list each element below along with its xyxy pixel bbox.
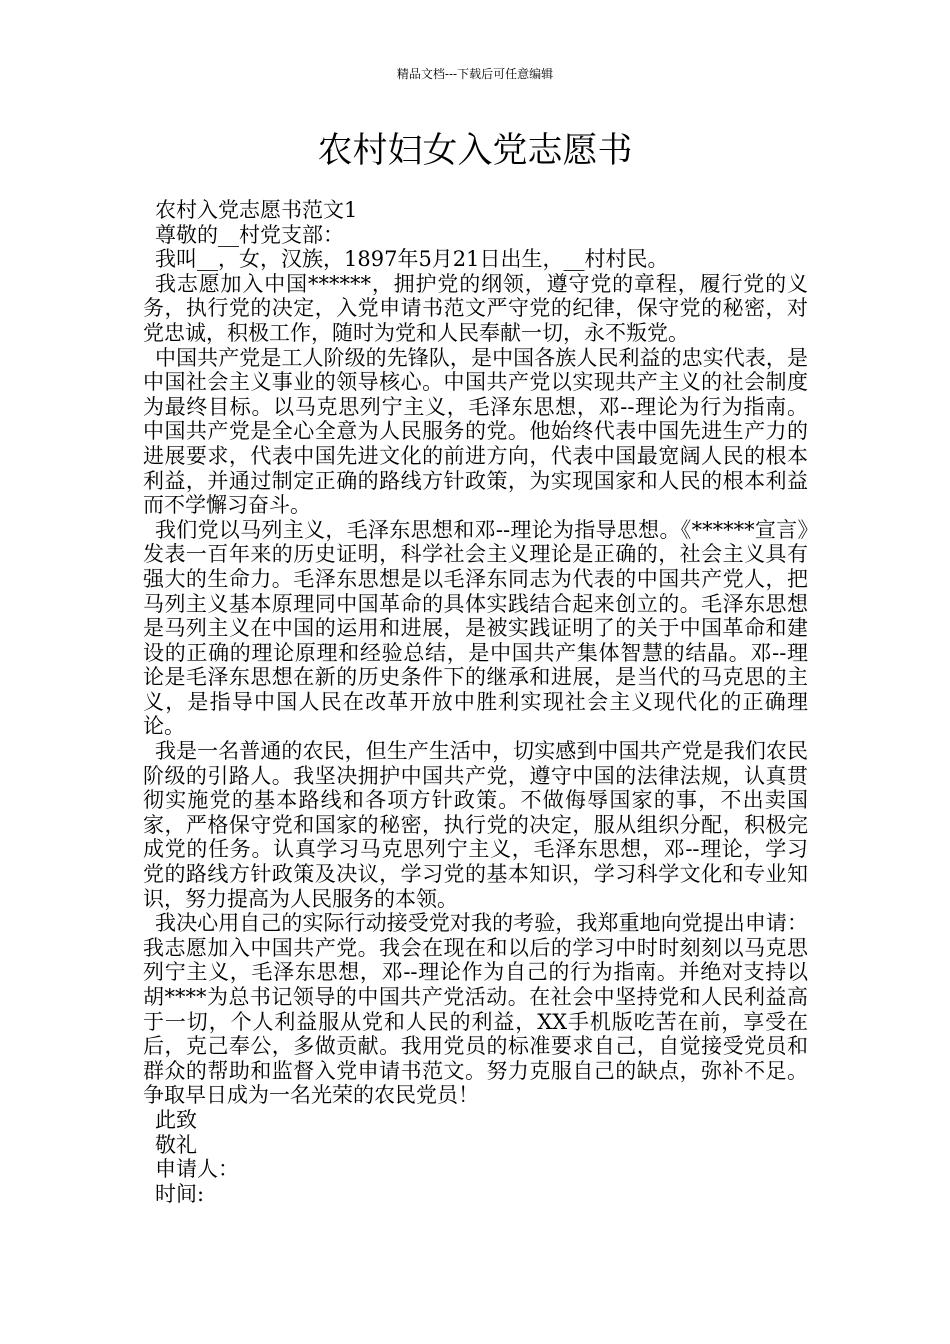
salutation: 尊敬的__村党支部： — [155, 222, 344, 247]
closing-line-2: 敬礼 — [155, 1132, 197, 1157]
paragraph-5: 我决心用自己的实际行动接受党对我的考验，我郑重地向党提出申请：我志愿加入中国共产党。我会在现在和以后的学习中时时刻刻以马克思列宁主义，毛泽东思想，邓--理论作为自己的行为指南。并绝对支持以胡****为总书记领导的中国共产党活动。在社会中坚持党和人民利益高于一切，个人利益服从党和人民的利益，XX手机版吃苦在前，享受在后，克己奉公，多做贡献。我用党员的标准要求自己，自觉接受党员和群众的帮助和监督入党申请书范文。努力克服自己的缺点，弥补不足。争取早日成为一名光荣的农民党员！ — [143, 911, 808, 1108]
paragraph-1: 我志愿加入中国******，拥护党的纲领，遵守党的章程，履行党的义务，执行党的决定，入党申请书范文严守党的纪律，保守党的秘密，对党忠诚，积极工作，随时为党和人民奉献一切，永不叛党。 — [143, 271, 808, 345]
paragraph-3: 我们党以马列主义，毛泽东思想和邓--理论为指导思想。《******宣言》发表一百年来的历史证明，科学社会主义理论是正确的，社会主义具有强大的生命力。毛泽东思想是以毛泽东同志为代表的中国共产党人，把马列主义基本原理同中国革命的具体实践结合起来创立的。毛泽东思想是马列主义在中国的运用和进展，是被实践证明了的关于中国革命和建设的正确的理论原理和经验总结，是中国共产集体智慧的结晶。邓--理论是毛泽东思想在新的历史条件下的继承和进展，是当代的马克思的主义，是指导中国人民在改革开放中胜利实现社会主义现代化的正确理论。 — [143, 517, 808, 739]
closing-line-1: 此致 — [155, 1107, 197, 1132]
document-title: 农村妇女入党志愿书 — [317, 131, 633, 171]
applicant-label: 申请人： — [155, 1157, 239, 1182]
sample-heading: 农村入党志愿书范文1 — [155, 198, 358, 222]
intro-line: 我叫__，女，汉族，1897年5月21日出生，__村村民。 — [155, 247, 669, 272]
date-label: 时间: — [155, 1181, 205, 1206]
document-body — [143, 198, 808, 1206]
paragraph-2: 中国共产党是工人阶级的先锋队，是中国各族人民利益的忠实代表，是中国社会主义事业的领导核心。中国共产党以实现共产主义的社会制度为最终目标。以马克思列宁主义，毛泽东思想，邓--理论为行为指南。中国共产党是全心全意为人民服务的党。他始终代表中国先进生产力的进展要求，代表中国先进文化的前进方向，代表中国最宽阔人民的根本利益，并通过制定正确的路线方针政策，为实现国家和人民的根本利益而不学懈习奋斗。 — [143, 345, 808, 518]
paragraph-4: 我是一名普通的农民，但生产生活中，切实感到中国共产党是我们农民阶级的引路人。我坚决拥护中国共产党，遵守中国的法律法规，认真贯彻实施党的基本路线和各项方针政策。不做侮辱国家的事，不出卖国家，严格保守党和国家的秘密，执行党的决定，服从组织分配，积极完成党的任务。认真学习马克思列宁主义，毛泽东思想，邓--理论，学习党的路线方针政策及决议，学习党的基本知识，学习科学文化和专业知识，努力提高为人民服务的本领。 — [143, 739, 808, 911]
header-note: 精品文档---下载后可任意编辑 — [396, 67, 554, 81]
